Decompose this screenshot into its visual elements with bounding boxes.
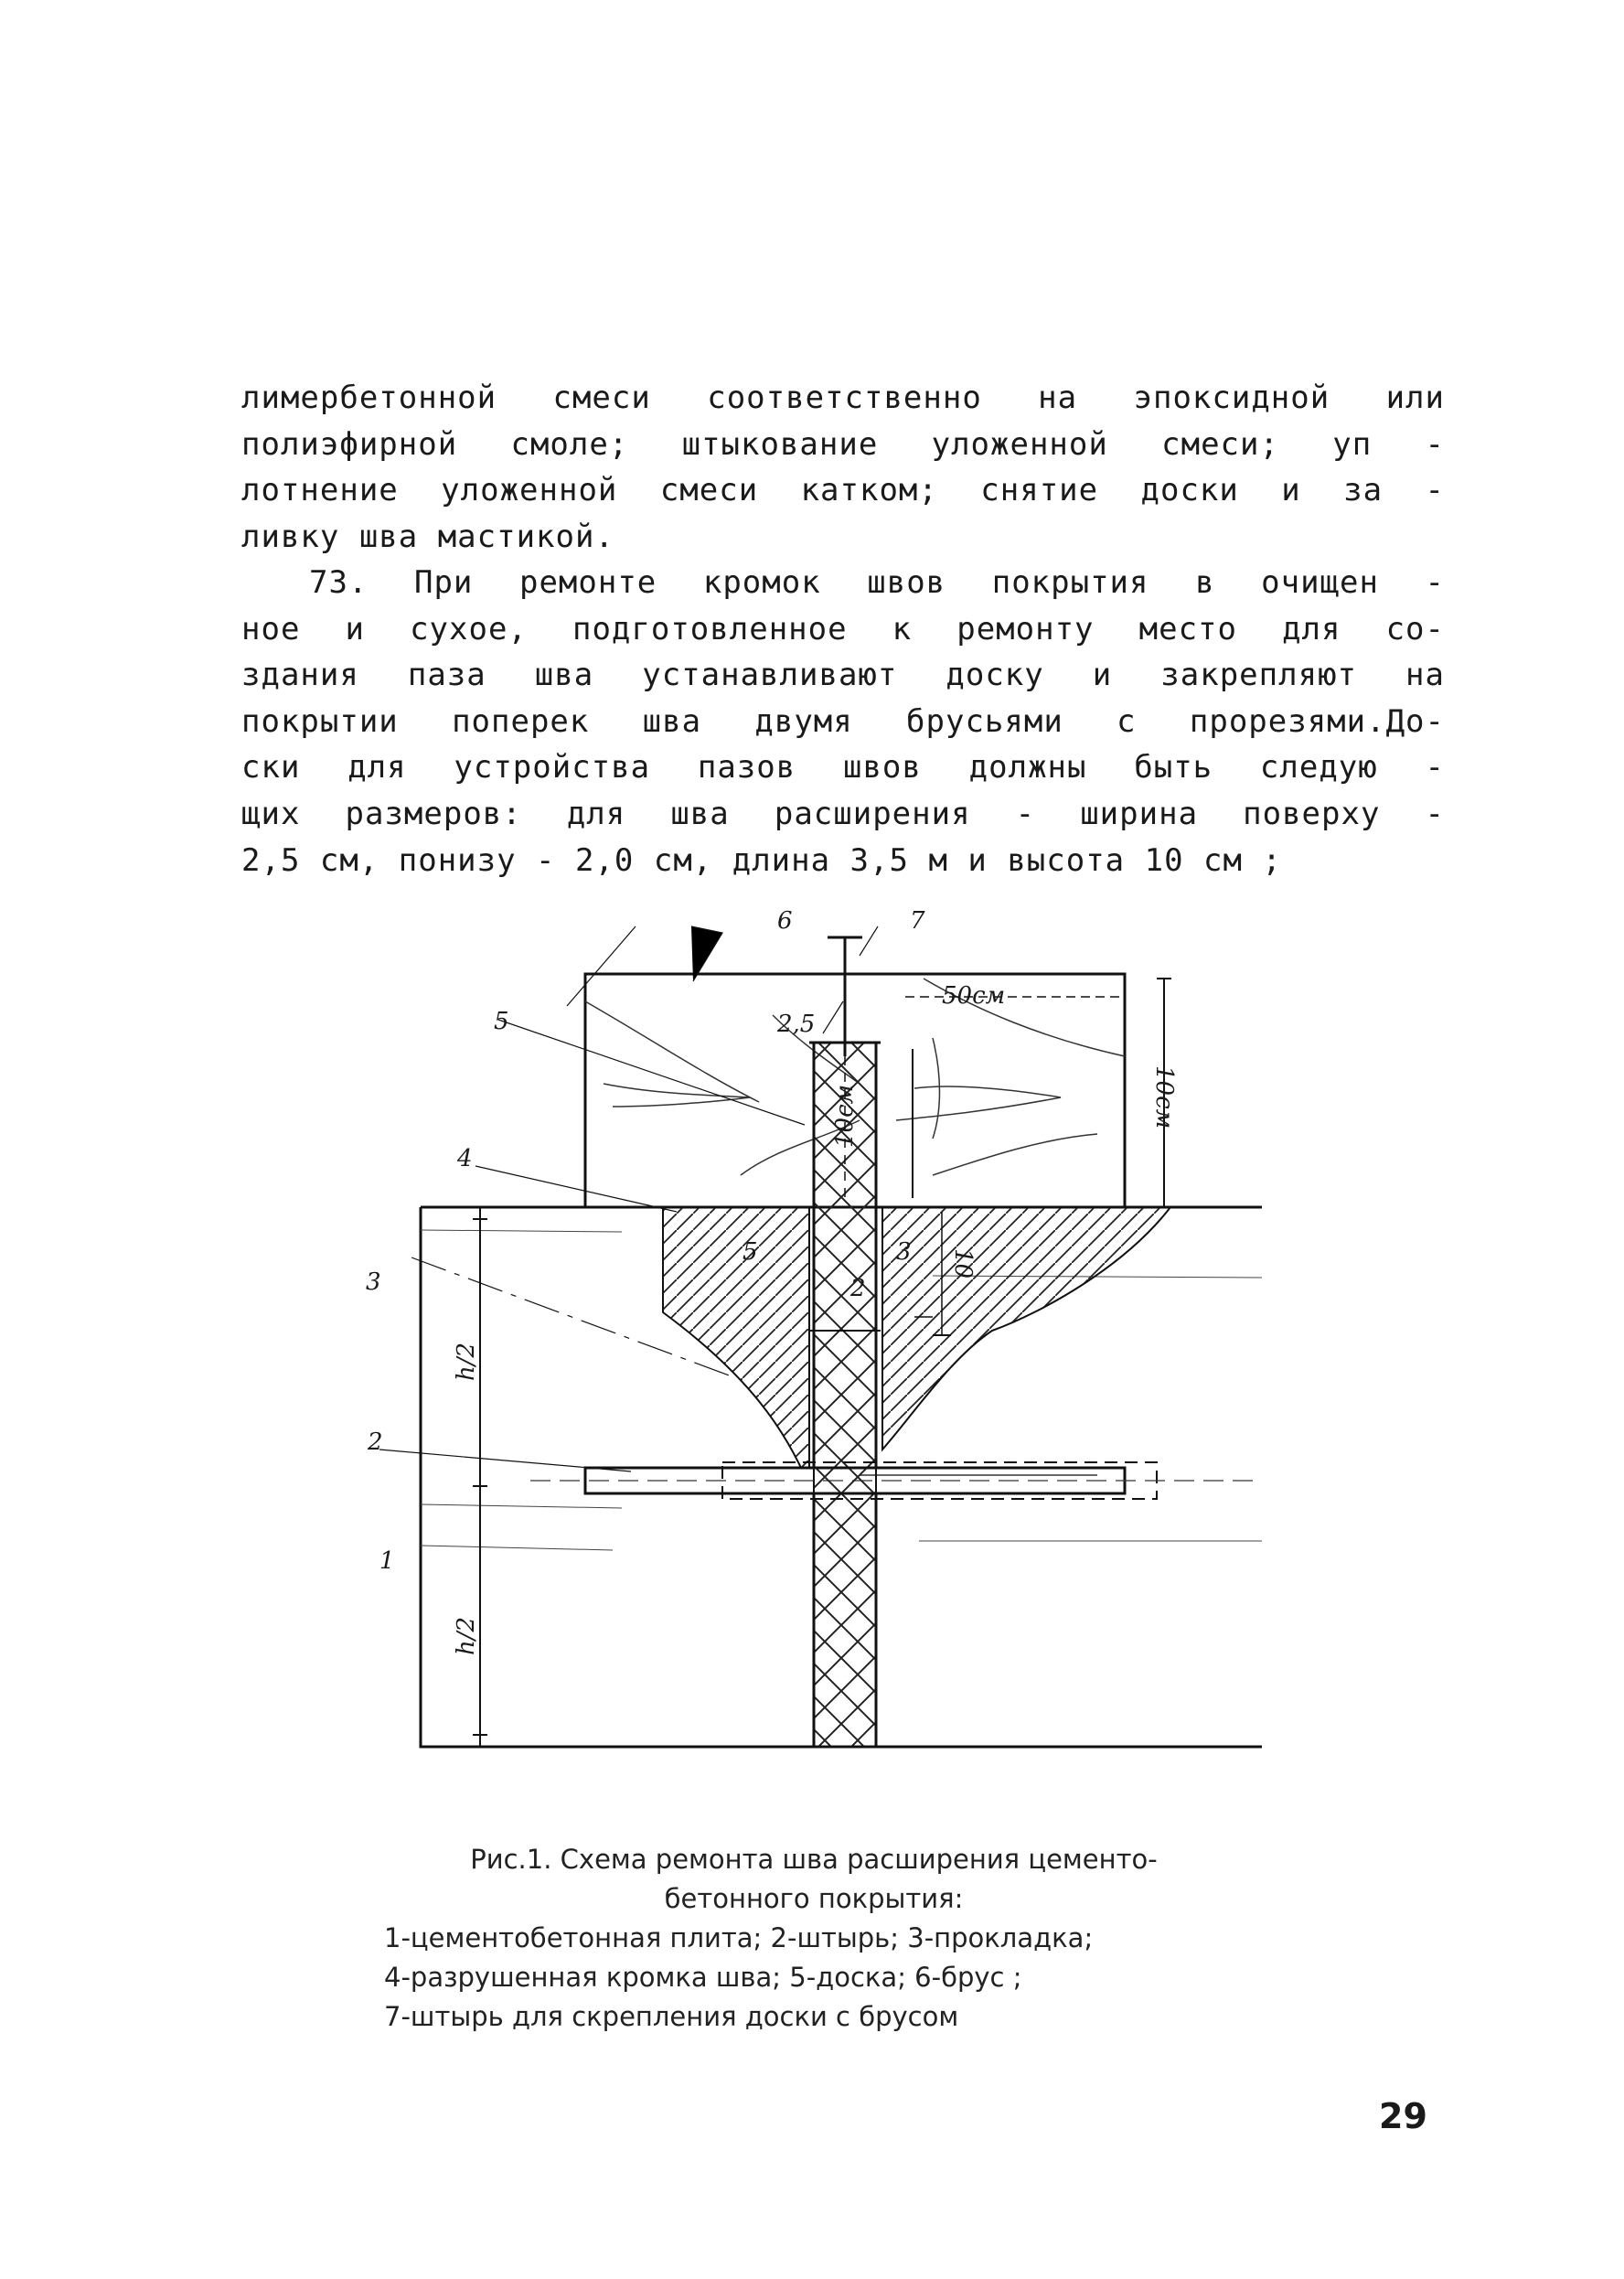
dim-board-height: 10см <box>831 1084 859 1148</box>
label-5: 5 <box>494 1008 509 1035</box>
figure-caption <box>384 1840 1244 2037</box>
text-line: здания паза шва устанавливают доску и закрепляют на <box>241 657 1445 694</box>
label-6: 6 <box>777 907 793 935</box>
label-5-inner: 5 <box>743 1238 758 1266</box>
caption-legend-line: 4-разрушенная кромка шва; 5-доска; 6-брус ; <box>384 1962 1022 1993</box>
dim-top-width: 2,5 <box>777 1011 816 1038</box>
label-1: 1 <box>379 1547 395 1575</box>
caption-title: Рис.1. Схема ремонта шва расширения цементо- <box>470 1844 1158 1875</box>
caption-title-cont: бетонного покрытия: <box>664 1883 964 1914</box>
page-number: 29 <box>1379 2096 1427 2136</box>
text-line: лимербетонной смеси соответственно на эпоксидной или <box>241 380 1445 416</box>
dim-depth: 10 <box>949 1248 977 1279</box>
text-line: покрытии поперек шва двумя брусьями с прорезями.До- <box>241 702 1445 740</box>
joint-repair-diagram <box>347 901 1280 1770</box>
dim-beam-height: 10см <box>1150 1065 1178 1129</box>
caption-legend-line: 7-штырь для скрепления доски с брусом <box>384 2001 959 2032</box>
label-2: 2 <box>368 1428 383 1456</box>
caption-legend-line: 1-цементобетонная плита; 2-штырь; 3-прокладка; <box>384 1922 1094 1953</box>
text-line: ное и сухое, подготовленное к ремонту место для со- <box>241 610 1445 647</box>
diagram-svg <box>347 901 1280 1770</box>
dim-beam-width: 50см <box>942 982 1006 1010</box>
label-3-inner: 3 <box>896 1238 912 1266</box>
text-line: ливку шва мастикой. <box>241 518 614 555</box>
text-line: 73. При ремонте кромок швов покрытия в очищен - <box>309 564 1445 601</box>
text-line: ски для устройства пазов швов должны быть следую - <box>241 749 1445 786</box>
text-line: щих размеров: для шва расширения - ширина поверху - <box>241 795 1445 832</box>
paragraph-continuation <box>241 375 1445 560</box>
paragraph-73 <box>241 560 1445 883</box>
text-line: лотнение уложенной смеси катком; снятие доски и за - <box>241 472 1445 509</box>
label-2-inner: 2 <box>850 1275 866 1302</box>
text-line: 2,5 см, понизу - 2,0 см, длина 3,5 м и высота 10 см ; <box>241 841 1282 879</box>
label-7: 7 <box>910 907 925 935</box>
label-3: 3 <box>366 1268 381 1296</box>
label-4: 4 <box>457 1145 473 1172</box>
damaged-joint-edge <box>663 1207 1170 1486</box>
text-line: полиэфирной смоле; штыкование уложенной смеси; уп - <box>241 425 1445 463</box>
dowel-bar <box>530 1462 1262 1499</box>
dim-half-h-lower: h/2 <box>453 1616 480 1655</box>
dim-half-h-upper: h/2 <box>453 1342 480 1381</box>
